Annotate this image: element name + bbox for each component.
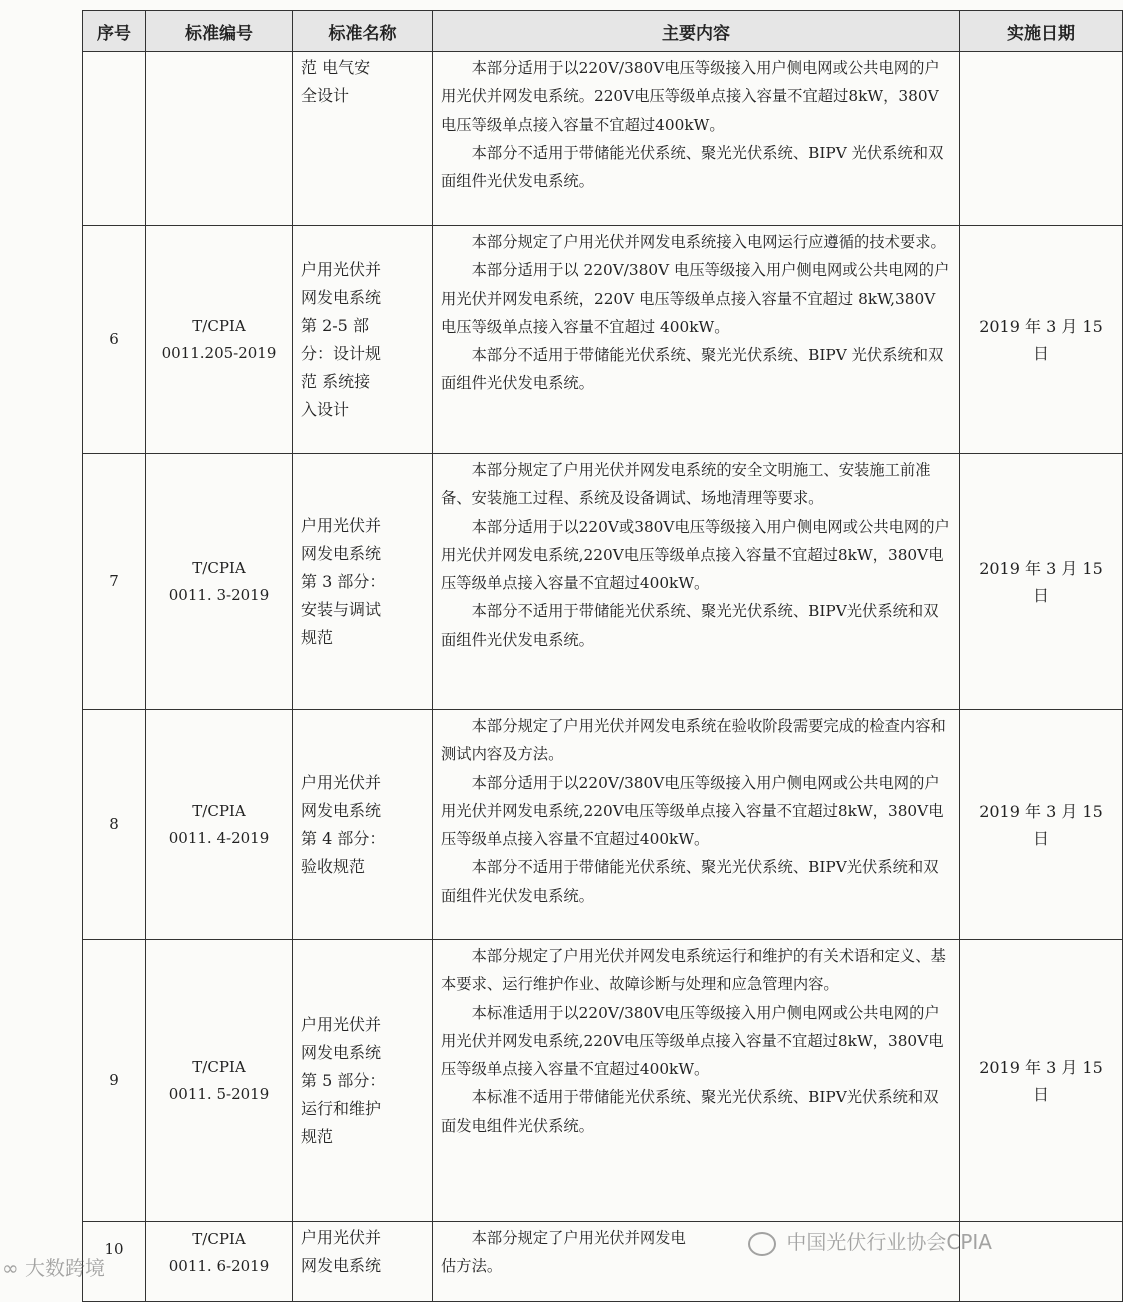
watermark-right: 中国光伏行业协会CPIA xyxy=(748,1226,992,1256)
row-code: T/CPIA 0011. 3-2019 xyxy=(146,454,293,710)
table-row xyxy=(83,454,1123,710)
table-row xyxy=(83,52,1123,226)
header-name: 标准名称 xyxy=(293,11,433,52)
row-name: 户用光伏并 网发电系统 第 2-5 部 分：设计规 范 系统接 入设计 xyxy=(293,226,433,454)
row-no: 9 xyxy=(83,940,146,1222)
row-date: 2019 年 3 月 15 日 xyxy=(960,454,1123,710)
row-date: 2019 年 3 月 15 日 xyxy=(960,940,1123,1222)
header-date: 实施日期 xyxy=(960,11,1123,52)
row-code: T/CPIA 0011. 5-2019 xyxy=(146,940,293,1222)
row-date: 2019 年 3 月 15 日 xyxy=(960,226,1123,454)
row-name: 户用光伏并 网发电系统 第 5 部分： 运行和维护 规范 xyxy=(293,940,433,1222)
row-content: 本部分规定了户用光伏并网发电系统在验收阶段需要完成的检查内容和测试内容及方法。 本部分适用于以220V/380V电压等级接入用户侧电网或公共电网的户用光伏并网发电系统,220V电压等级单点接入容量不宜超过8kW，380V电压等级单点接入容量不宜超过400kW。 本部分不适用于带储能光伏系统、聚光光伏系统、BIPV光伏系统和双面组件光伏发电系统。 xyxy=(433,710,960,940)
row-code xyxy=(146,52,293,226)
row-content: 本部分适用于以220V/380V电压等级接入用户侧电网或公共电网的户用光伏并网发电系统。220V电压等级单点接入容量不宜超过8kW，380V电压等级单点接入容量不宜超过400kW。 本部分不适用于带储能光伏系统、聚光光伏系统、BIPV 光伏系统和双面组件光伏发电系统。 xyxy=(433,52,960,226)
row-no: 7 xyxy=(83,454,146,710)
row-code: T/CPIA 0011.205-2019 xyxy=(146,226,293,454)
row-name: 户用光伏并 网发电系统 xyxy=(293,1222,433,1302)
watermark-left: ∞ 大数跨境 xyxy=(2,1256,106,1280)
table-header-row xyxy=(83,11,1123,52)
row-name: 范 电气安 全设计 xyxy=(293,52,433,226)
row-content: 本部分规定了户用光伏并网发电系统接入电网运行应遵循的技术要求。 本部分适用于以 220V/380V 电压等级接入用户侧电网或公共电网的户用光伏并网发电系统，220V 电压等级单点接入容量不宜超过 8kW,380V 电压等级单点接入容量不宜超过 400kW。 本部分不适用于带储能光伏系统、聚光光伏系统、BIPV 光伏系统和双面组件光伏发电系统。 xyxy=(433,226,960,454)
table-row xyxy=(83,940,1123,1222)
row-name: 户用光伏并 网发电系统 第 3 部分： 安装与调试 规范 xyxy=(293,454,433,710)
link-icon: ∞ xyxy=(2,1256,19,1280)
header-no: 序号 xyxy=(83,11,146,52)
row-no: 6 xyxy=(83,226,146,454)
row-date: 2019 年 3 月 15 日 xyxy=(960,710,1123,940)
table-row xyxy=(83,710,1123,940)
row-no: 10 xyxy=(83,1222,146,1302)
row-code: T/CPIA 0011. 6-2019 xyxy=(146,1222,293,1302)
row-date xyxy=(960,52,1123,226)
header-code: 标准编号 xyxy=(146,11,293,52)
table-row xyxy=(83,226,1123,454)
header-content: 主要内容 xyxy=(433,11,960,52)
row-no xyxy=(83,52,146,226)
row-content: 本部分规定了户用光伏并网发电 估方法。 xyxy=(433,1222,960,1302)
standards-table xyxy=(82,10,1123,1302)
row-content: 本部分规定了户用光伏并网发电系统运行和维护的有关术语和定义、基本要求、运行维护作业、故障诊断与处理和应急管理内容。 本标准适用于以220V/380V电压等级接入用户侧电网或公共电网的户用光伏并网发电系统,220V电压等级单点接入容量不宜超过8kW，380V电压等级单点接入容量不宜超过400kW。 本标准不适用于带储能光伏系统、聚光光伏系统、BIPV光伏系统和双面发电组件光伏系统。 xyxy=(433,940,960,1222)
row-code: T/CPIA 0011. 4-2019 xyxy=(146,710,293,940)
row-name: 户用光伏并 网发电系统 第 4 部分： 验收规范 xyxy=(293,710,433,940)
wechat-icon xyxy=(748,1232,776,1256)
row-content: 本部分规定了户用光伏并网发电系统的安全文明施工、安装施工前准备、安装施工过程、系统及设备调试、场地清理等要求。 本部分适用于以220V或380V电压等级接入用户侧电网或公共电网的户用光伏并网发电系统,220V电压等级单点接入容量不宜超过8kW，380V电压等级单点接入容量不宜超过400kW。 本部分不适用于带储能光伏系统、聚光光伏系统、BIPV光伏系统和双面组件光伏发电系统。 xyxy=(433,454,960,710)
row-no: 8 xyxy=(83,710,146,940)
